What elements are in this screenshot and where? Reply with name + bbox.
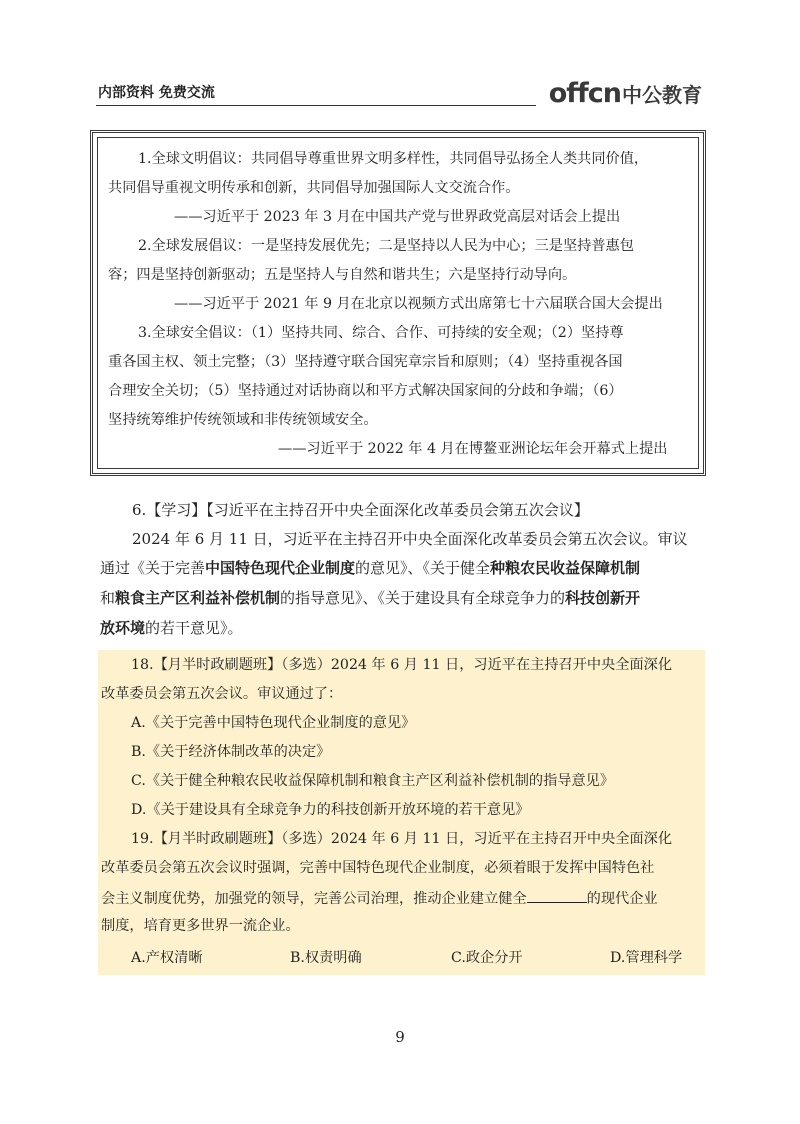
article-line [100, 588, 640, 608]
header-label: 内部资料 免费交流 [98, 85, 215, 101]
box-line: 容；四是坚持创新驱动；五是坚持人与自然和谐共生；六是坚持行动导向。 [108, 267, 577, 283]
box-line: 共同倡导重视文明传承和创新，共同倡导加强国际人文交流合作。 [108, 180, 520, 196]
question-19-stem: 19.【月半时政刷题班】（多选）2024 年 6 月 11 日，习近平在主持召开中央全面深化 [131, 831, 673, 847]
question-19-stem [101, 888, 658, 908]
question-18-option-d: D.《关于建设具有全球竞争力的科技创新开放环境的若干意见》 [131, 802, 530, 818]
box-line: ——习近平于 2023 年 3 月在中国共产党与世界政党高层对话会上提出 [174, 209, 621, 225]
question-18-option-b: B.《关于经济体制改革的决定》 [131, 744, 331, 760]
page-header [96, 78, 702, 109]
question-19-option-a: A.产权清晰 [131, 950, 203, 966]
question-19-text: 的现代企业 [586, 891, 658, 907]
question-19-stem: 制度，培育更多世界一流企业。 [101, 918, 300, 934]
article-emphasis: 中国特色现代企业制度 [205, 559, 356, 577]
article-emphasis: 放环境 [100, 619, 146, 637]
article-emphasis: 粮食主产区利益补偿机制 [115, 589, 281, 607]
article-heading: 6.【学习】【习近平在主持召开中央全面深化改革委员会第五次会议】 [132, 501, 589, 519]
article-text: 的指导意见》、《关于建设具有全球竞争力的 [280, 589, 566, 607]
box-line: 2.全球发展倡议：一是坚持发展优先；二是坚持以人民为中心；三是坚持普惠包 [138, 238, 634, 254]
question-19-stem: 改革委员会第五次会议时强调，完善中国特色现代企业制度，必须着眼于发挥中国特色社 [101, 860, 655, 876]
question-18-option-a: A.《关于完善中国特色现代企业制度的意见》 [131, 715, 416, 731]
initiatives-box-inner [97, 137, 699, 469]
logo-latin-text: offcn [548, 78, 621, 109]
article-text: 的意见》、《关于健全 [355, 559, 491, 577]
box-line: 1.全球文明倡议：共同倡导尊重世界文明多样性，共同倡导弘扬全人类共同价值， [138, 151, 649, 167]
header-rule [96, 105, 536, 106]
article-text: 的若干意见》。 [145, 619, 243, 637]
page-number: 9 [395, 1028, 405, 1046]
article-line [100, 618, 243, 638]
logo-cn-text: 中公教育 [622, 83, 702, 107]
article-text: 通过《关于完善 [100, 559, 206, 577]
question-19-option-d: D.管理科学 [610, 950, 683, 966]
initiatives-box [90, 130, 706, 476]
offcn-logo [549, 80, 702, 108]
article-emphasis: 科技创新开 [565, 589, 641, 607]
practice-questions-panel [98, 650, 705, 975]
article-text: 和 [100, 589, 116, 607]
question-18-stem: 改革委员会第五次会议。审议通过了： [101, 686, 343, 702]
question-19-option-c: C.政企分开 [451, 950, 523, 966]
answer-blank [527, 888, 587, 903]
article-emphasis: 种粮农民收益保障机制 [490, 559, 641, 577]
box-line: 合理安全关切；（5）坚持通过对话协商以和平方式解决国家间的分歧和争端；（6） [108, 383, 623, 399]
question-19-option-b: B.权责明确 [290, 950, 362, 966]
question-18-option-c: C.《关于健全种粮农民收益保障机制和粮食主产区利益补偿机制的指导意见》 [131, 773, 615, 789]
box-line: ——习近平于 2021 年 9 月在北京以视频方式出席第七十六届联合国大会提出 [174, 296, 663, 312]
article-line: 2024 年 6 月 11 日，习近平在主持召开中央全面深化改革委员会第五次会议。审议 [132, 530, 688, 548]
box-line: 重各国主权、领土完整；（3）坚持遵守联合国宪章宗旨和原则；（4）坚持重视各国 [108, 354, 623, 370]
box-line: 坚持统筹维护传统领域和非传统领域安全。 [108, 412, 378, 428]
question-18-stem: 18.【月半时政刷题班】（多选）2024 年 6 月 11 日，习近平在主持召开中央全面深化 [131, 657, 673, 673]
box-line: ——习近平于 2022 年 4 月在博鳌亚洲论坛年会开幕式上提出 [278, 441, 668, 457]
article-line [100, 558, 640, 578]
question-19-text: 会主义制度优势，加强党的领导，完善公司治理，推动企业建立健全 [101, 891, 527, 907]
box-line: 3.全球安全倡议：（1）坚持共同、综合、合作、可持续的安全观；（2）坚持尊 [138, 325, 624, 341]
